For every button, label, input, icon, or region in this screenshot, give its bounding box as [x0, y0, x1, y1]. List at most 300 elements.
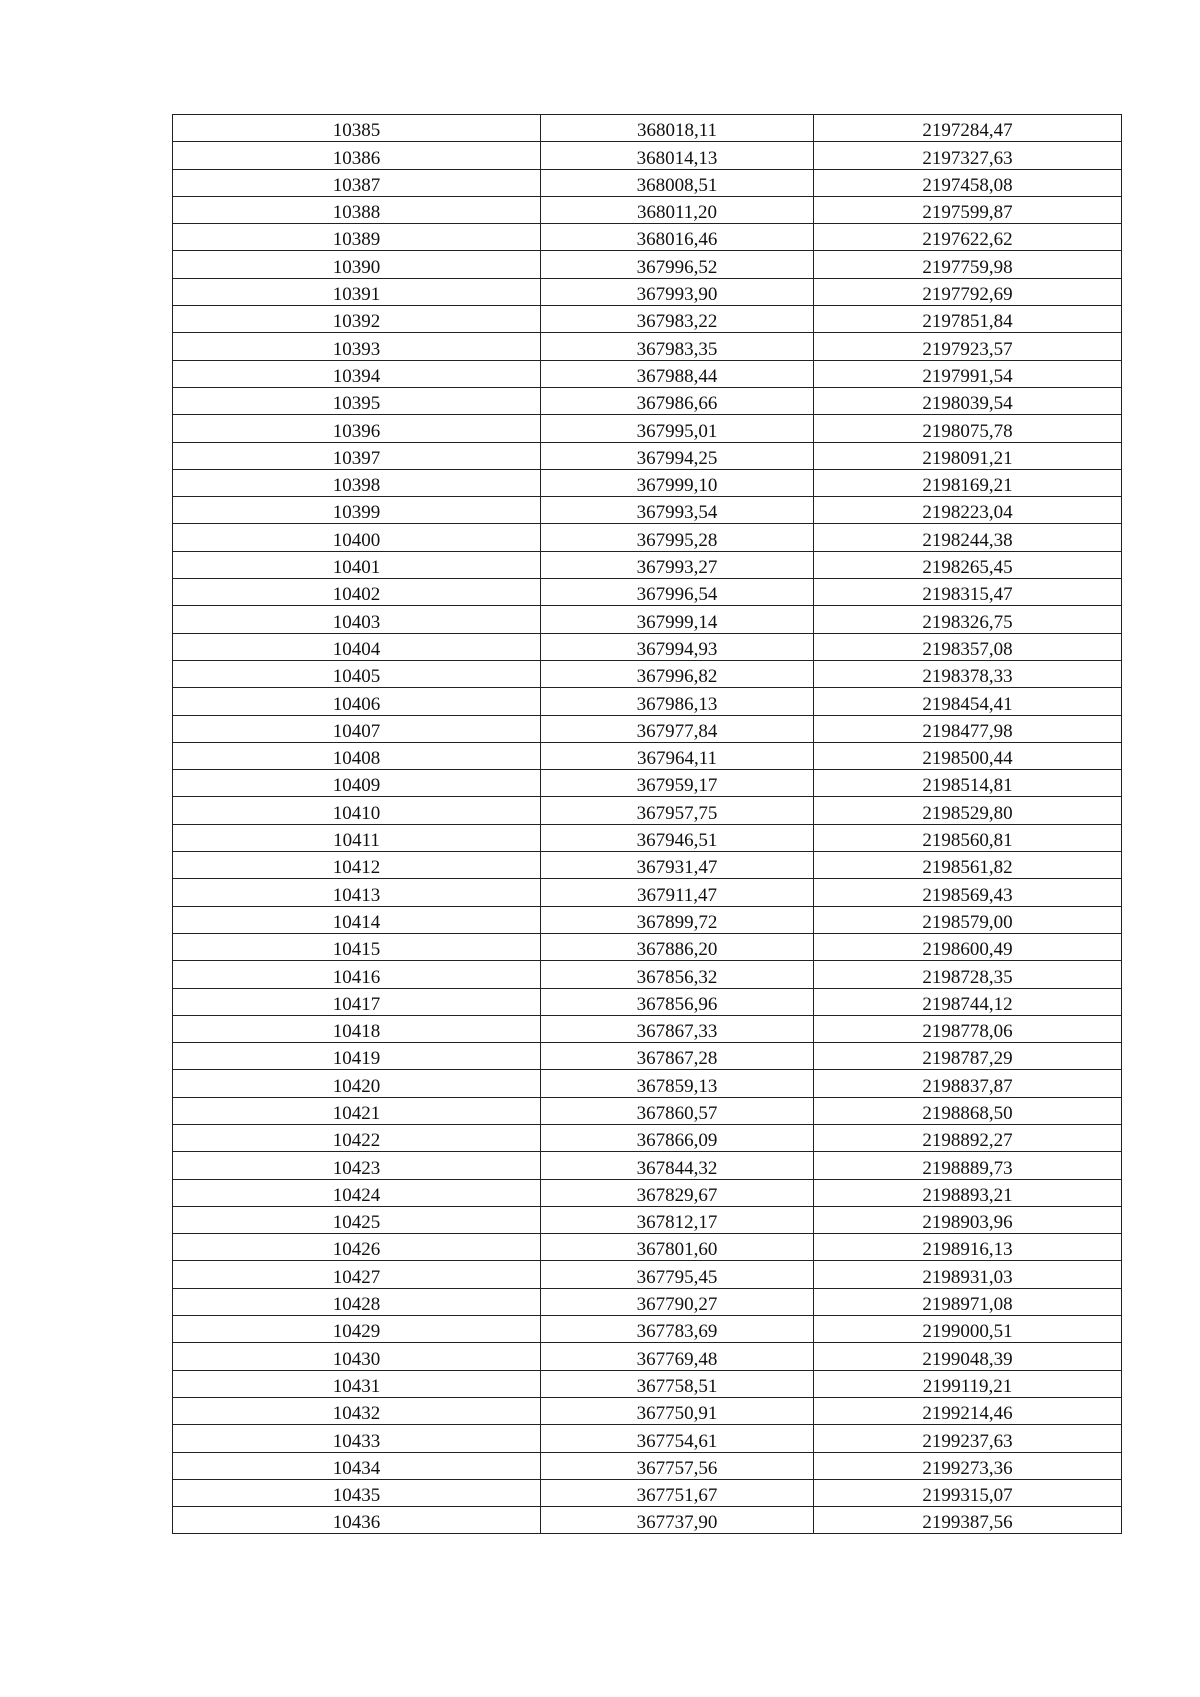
- point-number-cell: [173, 278, 541, 305]
- y-coordinate-cell: [814, 1070, 1122, 1097]
- cell-value: 2198244,38: [922, 529, 1013, 551]
- cell-value: 2198787,29: [922, 1048, 1013, 1070]
- cell-value: 367758,51: [636, 1375, 718, 1397]
- y-coordinate-cell: [814, 524, 1122, 551]
- x-coordinate-cell: [541, 1507, 814, 1534]
- cell-value: 2197991,54: [922, 365, 1013, 387]
- point-number-cell: [173, 579, 541, 606]
- cell-value: 10425: [332, 1212, 381, 1234]
- table-row: [173, 1206, 1122, 1233]
- y-coordinate-cell: [814, 1397, 1122, 1424]
- cell-value: 367946,51: [636, 830, 718, 852]
- cell-value: 367994,25: [636, 447, 718, 469]
- point-number-cell: [173, 688, 541, 715]
- x-coordinate-cell: [541, 333, 814, 360]
- table-row: [173, 1343, 1122, 1370]
- cell-value: 2198378,33: [922, 666, 1013, 688]
- point-number-cell: [173, 1124, 541, 1151]
- y-coordinate-cell: [814, 715, 1122, 742]
- cell-value: 10401: [332, 557, 381, 579]
- cell-value: 10420: [332, 1075, 381, 1097]
- table-row: [173, 1288, 1122, 1315]
- y-coordinate-cell: [814, 1343, 1122, 1370]
- cell-value: 367829,67: [636, 1184, 718, 1206]
- y-coordinate-cell: [814, 770, 1122, 797]
- x-coordinate-cell: [541, 387, 814, 414]
- point-number-cell: [173, 469, 541, 496]
- cell-value: 2199273,36: [922, 1457, 1013, 1479]
- x-coordinate-cell: [541, 688, 814, 715]
- cell-value: 367790,27: [636, 1294, 718, 1316]
- x-coordinate-cell: [541, 360, 814, 387]
- table-row: [173, 1370, 1122, 1397]
- cell-value: 2197923,57: [922, 338, 1013, 360]
- point-number-cell: [173, 933, 541, 960]
- cell-value: 2198561,82: [922, 857, 1013, 879]
- cell-value: 2198560,81: [922, 830, 1013, 852]
- x-coordinate-cell: [541, 770, 814, 797]
- x-coordinate-cell: [541, 1179, 814, 1206]
- cell-value: 10400: [332, 529, 381, 551]
- y-coordinate-cell: [814, 1124, 1122, 1151]
- x-coordinate-cell: [541, 1479, 814, 1506]
- cell-value: 367993,90: [636, 284, 718, 306]
- table-row: [173, 415, 1122, 442]
- y-coordinate-cell: [814, 1097, 1122, 1124]
- point-number-cell: [173, 988, 541, 1015]
- cell-value: 367977,84: [636, 720, 718, 742]
- x-coordinate-cell: [541, 1370, 814, 1397]
- table-row: [173, 387, 1122, 414]
- y-coordinate-cell: [814, 988, 1122, 1015]
- cell-value: 10413: [332, 884, 381, 906]
- table-row: [173, 251, 1122, 278]
- cell-value: 10404: [332, 638, 381, 660]
- point-number-cell: [173, 1179, 541, 1206]
- cell-value: 2198514,81: [922, 775, 1013, 797]
- y-coordinate-cell: [814, 142, 1122, 169]
- table-row: [173, 278, 1122, 305]
- table-row: [173, 115, 1122, 142]
- y-coordinate-cell: [814, 688, 1122, 715]
- table-row: [173, 852, 1122, 879]
- cell-value: 368016,46: [636, 229, 718, 251]
- point-number-cell: [173, 633, 541, 660]
- table-row: [173, 1043, 1122, 1070]
- cell-value: 2198892,27: [922, 1130, 1013, 1152]
- cell-value: 2198223,04: [922, 502, 1013, 524]
- table-row: [173, 524, 1122, 551]
- x-coordinate-cell: [541, 988, 814, 1015]
- cell-value: 10394: [332, 365, 381, 387]
- cell-value: 367986,66: [636, 393, 718, 415]
- y-coordinate-cell: [814, 1479, 1122, 1506]
- table-row: [173, 1070, 1122, 1097]
- x-coordinate-cell: [541, 906, 814, 933]
- cell-value: 10403: [332, 611, 381, 633]
- cell-value: 2198454,41: [922, 693, 1013, 715]
- cell-value: 2199214,46: [922, 1403, 1013, 1425]
- cell-value: 367886,20: [636, 939, 718, 961]
- table-row: [173, 1479, 1122, 1506]
- y-coordinate-cell: [814, 551, 1122, 578]
- y-coordinate-cell: [814, 1452, 1122, 1479]
- point-number-cell: [173, 961, 541, 988]
- cell-value: 367899,72: [636, 911, 718, 933]
- cell-value: 2199387,56: [922, 1512, 1013, 1534]
- point-number-cell: [173, 770, 541, 797]
- table-row: [173, 1124, 1122, 1151]
- cell-value: 367754,61: [636, 1430, 718, 1452]
- cell-value: 2198971,08: [922, 1294, 1013, 1316]
- table-row: [173, 224, 1122, 251]
- x-coordinate-cell: [541, 1015, 814, 1042]
- cell-value: 367964,11: [636, 748, 718, 770]
- cell-value: 10387: [332, 174, 381, 196]
- cell-value: 367996,82: [636, 666, 718, 688]
- cell-value: 368014,13: [636, 147, 718, 169]
- table-row: [173, 1316, 1122, 1343]
- x-coordinate-cell: [541, 1425, 814, 1452]
- table-row: [173, 169, 1122, 196]
- x-coordinate-cell: [541, 742, 814, 769]
- table-row: [173, 196, 1122, 223]
- cell-value: 2197458,08: [922, 174, 1013, 196]
- table-row: [173, 988, 1122, 1015]
- x-coordinate-cell: [541, 633, 814, 660]
- cell-value: 367957,75: [636, 802, 718, 824]
- y-coordinate-cell: [814, 360, 1122, 387]
- cell-value: 2198477,98: [922, 720, 1013, 742]
- cell-value: 10432: [332, 1403, 381, 1425]
- x-coordinate-cell: [541, 1452, 814, 1479]
- x-coordinate-cell: [541, 1288, 814, 1315]
- cell-value: 367750,91: [636, 1403, 718, 1425]
- cell-value: 2198837,87: [922, 1075, 1013, 1097]
- table-row: [173, 1452, 1122, 1479]
- table-row: [173, 1397, 1122, 1424]
- cell-value: 367867,28: [636, 1048, 718, 1070]
- x-coordinate-cell: [541, 196, 814, 223]
- cell-value: 367757,56: [636, 1457, 718, 1479]
- cell-value: 367983,35: [636, 338, 718, 360]
- table-row: [173, 1015, 1122, 1042]
- cell-value: 10406: [332, 693, 381, 715]
- cell-value: 367999,10: [636, 475, 718, 497]
- cell-value: 2199315,07: [922, 1485, 1013, 1507]
- table-row: [173, 906, 1122, 933]
- point-number-cell: [173, 742, 541, 769]
- cell-value: 367994,93: [636, 638, 718, 660]
- point-number-cell: [173, 1206, 541, 1233]
- y-coordinate-cell: [814, 879, 1122, 906]
- y-coordinate-cell: [814, 633, 1122, 660]
- x-coordinate-cell: [541, 1234, 814, 1261]
- cell-value: 10424: [332, 1184, 381, 1206]
- point-number-cell: [173, 306, 541, 333]
- table-row: [173, 1152, 1122, 1179]
- cell-value: 367801,60: [636, 1239, 718, 1261]
- cell-value: 367931,47: [636, 857, 718, 879]
- cell-value: 10388: [332, 202, 381, 224]
- table-row: [173, 306, 1122, 333]
- cell-value: 10399: [332, 502, 381, 524]
- point-number-cell: [173, 1152, 541, 1179]
- cell-value: 10390: [332, 256, 381, 278]
- table-row: [173, 1234, 1122, 1261]
- cell-value: 2198357,08: [922, 638, 1013, 660]
- table-row: [173, 360, 1122, 387]
- cell-value: 10419: [332, 1048, 381, 1070]
- point-number-cell: [173, 142, 541, 169]
- cell-value: 10429: [332, 1321, 381, 1343]
- cell-value: 10405: [332, 666, 381, 688]
- cell-value: 10411: [333, 830, 380, 852]
- y-coordinate-cell: [814, 1179, 1122, 1206]
- point-number-cell: [173, 333, 541, 360]
- cell-value: 2198569,43: [922, 884, 1013, 906]
- cell-value: 10393: [332, 338, 381, 360]
- y-coordinate-cell: [814, 660, 1122, 687]
- cell-value: 2198916,13: [922, 1239, 1013, 1261]
- cell-value: 10407: [332, 720, 381, 742]
- x-coordinate-cell: [541, 852, 814, 879]
- cell-value: 10423: [332, 1157, 381, 1179]
- cell-value: 2198326,75: [922, 611, 1013, 633]
- cell-value: 367996,52: [636, 256, 718, 278]
- point-number-cell: [173, 196, 541, 223]
- point-number-cell: [173, 1397, 541, 1424]
- point-number-cell: [173, 660, 541, 687]
- cell-value: 367860,57: [636, 1102, 718, 1124]
- point-number-cell: [173, 1425, 541, 1452]
- table-row: [173, 879, 1122, 906]
- cell-value: 2197759,98: [922, 256, 1013, 278]
- cell-value: 367983,22: [636, 311, 718, 333]
- x-coordinate-cell: [541, 797, 814, 824]
- cell-value: 2199119,21: [922, 1375, 1013, 1397]
- cell-value: 367911,47: [636, 884, 718, 906]
- point-number-cell: [173, 1234, 541, 1261]
- x-coordinate-cell: [541, 879, 814, 906]
- x-coordinate-cell: [541, 579, 814, 606]
- cell-value: 10414: [332, 911, 381, 933]
- table-row: [173, 933, 1122, 960]
- point-number-cell: [173, 1097, 541, 1124]
- y-coordinate-cell: [814, 469, 1122, 496]
- x-coordinate-cell: [541, 1261, 814, 1288]
- cell-value: 2198893,21: [922, 1184, 1013, 1206]
- cell-value: 2198744,12: [922, 993, 1013, 1015]
- y-coordinate-cell: [814, 1316, 1122, 1343]
- table-row: [173, 660, 1122, 687]
- y-coordinate-cell: [814, 415, 1122, 442]
- table-row: [173, 606, 1122, 633]
- cell-value: 2198315,47: [922, 584, 1013, 606]
- cell-value: 367856,96: [636, 993, 718, 1015]
- cell-value: 10428: [332, 1294, 381, 1316]
- x-coordinate-cell: [541, 551, 814, 578]
- table-row: [173, 688, 1122, 715]
- point-number-cell: [173, 1507, 541, 1534]
- cell-value: 367999,14: [636, 611, 718, 633]
- cell-value: 10412: [332, 857, 381, 879]
- cell-value: 367867,33: [636, 1021, 718, 1043]
- cell-value: 2197327,63: [922, 147, 1013, 169]
- point-number-cell: [173, 879, 541, 906]
- cell-value: 10426: [332, 1239, 381, 1261]
- cell-value: 367993,54: [636, 502, 718, 524]
- x-coordinate-cell: [541, 1097, 814, 1124]
- cell-value: 2198728,35: [922, 966, 1013, 988]
- cell-value: 10430: [332, 1348, 381, 1370]
- y-coordinate-cell: [814, 579, 1122, 606]
- point-number-cell: [173, 415, 541, 442]
- table-row: [173, 551, 1122, 578]
- y-coordinate-cell: [814, 278, 1122, 305]
- point-number-cell: [173, 1370, 541, 1397]
- y-coordinate-cell: [814, 251, 1122, 278]
- point-number-cell: [173, 551, 541, 578]
- cell-value: 367783,69: [636, 1321, 718, 1343]
- table-row: [173, 824, 1122, 851]
- cell-value: 367856,32: [636, 966, 718, 988]
- cell-value: 367959,17: [636, 775, 718, 797]
- table-row: [173, 961, 1122, 988]
- cell-value: 10395: [332, 393, 381, 415]
- cell-value: 10391: [332, 284, 381, 306]
- x-coordinate-cell: [541, 524, 814, 551]
- cell-value: 2198579,00: [922, 911, 1013, 933]
- y-coordinate-cell: [814, 933, 1122, 960]
- point-number-cell: [173, 1261, 541, 1288]
- table-row: [173, 1507, 1122, 1534]
- point-number-cell: [173, 852, 541, 879]
- table-row: [173, 442, 1122, 469]
- x-coordinate-cell: [541, 469, 814, 496]
- x-coordinate-cell: [541, 497, 814, 524]
- x-coordinate-cell: [541, 115, 814, 142]
- cell-value: 2197599,87: [922, 202, 1013, 224]
- cell-value: 2198039,54: [922, 393, 1013, 415]
- x-coordinate-cell: [541, 660, 814, 687]
- cell-value: 367751,67: [636, 1485, 718, 1507]
- cell-value: 367737,90: [636, 1512, 718, 1534]
- cell-value: 2198075,78: [922, 420, 1013, 442]
- point-number-cell: [173, 115, 541, 142]
- cell-value: 368011,20: [636, 202, 718, 224]
- point-number-cell: [173, 906, 541, 933]
- cell-value: 367988,44: [636, 365, 718, 387]
- cell-value: 2198169,21: [922, 475, 1013, 497]
- table-row: [173, 469, 1122, 496]
- y-coordinate-cell: [814, 961, 1122, 988]
- y-coordinate-cell: [814, 1043, 1122, 1070]
- point-number-cell: [173, 797, 541, 824]
- cell-value: 2198529,80: [922, 802, 1013, 824]
- cell-value: 368018,11: [636, 120, 718, 142]
- point-number-cell: [173, 251, 541, 278]
- y-coordinate-cell: [814, 169, 1122, 196]
- y-coordinate-cell: [814, 387, 1122, 414]
- cell-value: 10427: [332, 1266, 381, 1288]
- y-coordinate-cell: [814, 1370, 1122, 1397]
- table-row: [173, 1261, 1122, 1288]
- cell-value: 10422: [332, 1130, 381, 1152]
- cell-value: 10431: [332, 1375, 381, 1397]
- x-coordinate-cell: [541, 606, 814, 633]
- x-coordinate-cell: [541, 1316, 814, 1343]
- point-number-cell: [173, 606, 541, 633]
- cell-value: 10398: [332, 475, 381, 497]
- cell-value: 10417: [332, 993, 381, 1015]
- table-row: [173, 333, 1122, 360]
- cell-value: 367986,13: [636, 693, 718, 715]
- x-coordinate-cell: [541, 415, 814, 442]
- cell-value: 367995,28: [636, 529, 718, 551]
- point-number-cell: [173, 497, 541, 524]
- y-coordinate-cell: [814, 115, 1122, 142]
- x-coordinate-cell: [541, 1397, 814, 1424]
- table-row: [173, 1179, 1122, 1206]
- y-coordinate-cell: [814, 1234, 1122, 1261]
- x-coordinate-cell: [541, 824, 814, 851]
- y-coordinate-cell: [814, 1261, 1122, 1288]
- point-number-cell: [173, 1043, 541, 1070]
- x-coordinate-cell: [541, 169, 814, 196]
- cell-value: 367812,17: [636, 1212, 718, 1234]
- x-coordinate-cell: [541, 1343, 814, 1370]
- point-number-cell: [173, 224, 541, 251]
- point-number-cell: [173, 1288, 541, 1315]
- cell-value: 10389: [332, 229, 381, 251]
- x-coordinate-cell: [541, 933, 814, 960]
- x-coordinate-cell: [541, 715, 814, 742]
- cell-value: 10418: [332, 1021, 381, 1043]
- point-number-cell: [173, 442, 541, 469]
- cell-value: 367993,27: [636, 557, 718, 579]
- y-coordinate-cell: [814, 1206, 1122, 1233]
- cell-value: 2198903,96: [922, 1212, 1013, 1234]
- point-number-cell: [173, 715, 541, 742]
- table-row: [173, 142, 1122, 169]
- table-row: [173, 742, 1122, 769]
- table-row: [173, 715, 1122, 742]
- y-coordinate-cell: [814, 306, 1122, 333]
- cell-value: 10415: [332, 939, 381, 961]
- table-row: [173, 633, 1122, 660]
- cell-value: 2197622,62: [922, 229, 1013, 251]
- cell-value: 10396: [332, 420, 381, 442]
- cell-value: 367996,54: [636, 584, 718, 606]
- point-number-cell: [173, 1070, 541, 1097]
- point-number-cell: [173, 1452, 541, 1479]
- table-row: [173, 1425, 1122, 1452]
- point-number-cell: [173, 169, 541, 196]
- cell-value: 367859,13: [636, 1075, 718, 1097]
- cell-value: 10397: [332, 447, 381, 469]
- cell-value: 2198091,21: [922, 447, 1013, 469]
- y-coordinate-cell: [814, 1425, 1122, 1452]
- y-coordinate-cell: [814, 1152, 1122, 1179]
- table-row: [173, 770, 1122, 797]
- point-number-cell: [173, 1316, 541, 1343]
- cell-value: 10385: [332, 120, 381, 142]
- cell-value: 10436: [332, 1512, 381, 1534]
- y-coordinate-cell: [814, 797, 1122, 824]
- cell-value: 2198868,50: [922, 1102, 1013, 1124]
- cell-value: 10402: [332, 584, 381, 606]
